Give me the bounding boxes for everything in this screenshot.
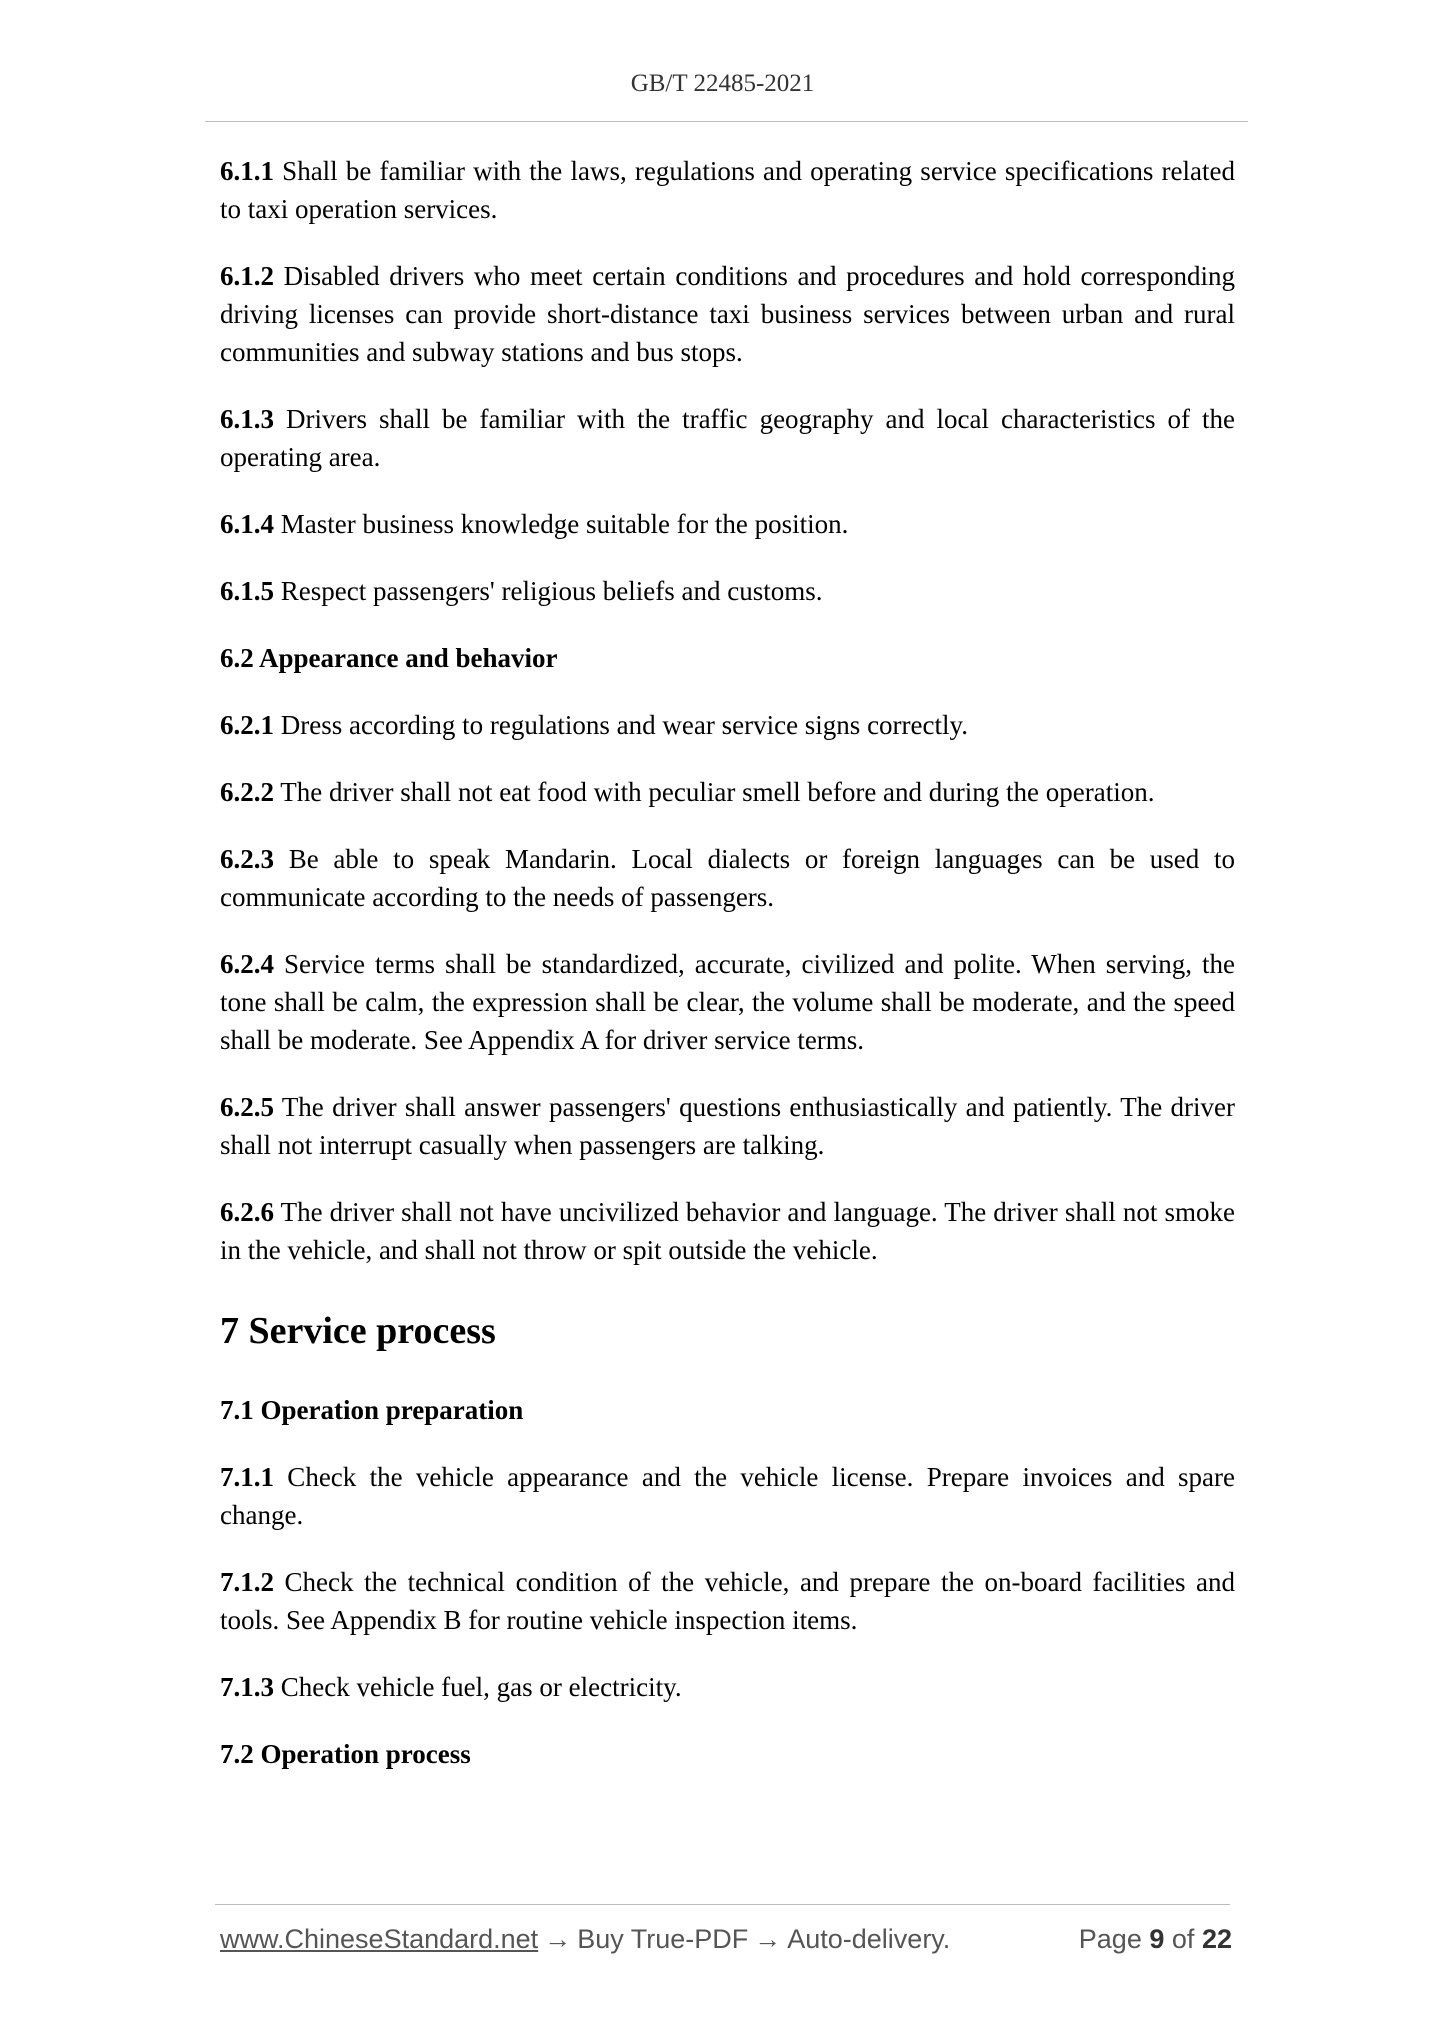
- clause-number: 6.1.2: [220, 261, 274, 291]
- website-link[interactable]: www.ChineseStandard.net: [220, 1924, 539, 1954]
- clause-7-1-3: [220, 1668, 1235, 1706]
- clause-text: Check vehicle fuel, gas or electricity.: [274, 1672, 682, 1702]
- clause-number: 6.2.1: [220, 710, 274, 740]
- clause-number: 6.1.1: [220, 156, 274, 186]
- buy-text: Buy True-PDF: [577, 1924, 749, 1954]
- page-label: Page: [1078, 1924, 1142, 1954]
- clause-6-1-2: [220, 257, 1235, 371]
- clause-number: 6.2.6: [220, 1197, 274, 1227]
- clause-6-1-5: [220, 572, 1235, 610]
- clause-6-2-4: [220, 945, 1235, 1059]
- document-code: GB/T 22485-2021: [630, 70, 815, 97]
- clause-text: Drivers shall be familiar with the traffic geography and local characteristics of the operating area.: [220, 404, 1235, 472]
- clause-text: Disabled drivers who meet certain conditions and procedures and hold corresponding driving licenses can provide short-distance taxi business services between urban and rural communities and subway stations and bus stops.: [220, 261, 1235, 367]
- page-of: of: [1171, 1924, 1195, 1954]
- clause-text: Dress according to regulations and wear service signs correctly.: [274, 710, 968, 740]
- clause-number: 6.2.3: [220, 844, 274, 874]
- clause-text: Be able to speak Mandarin. Local dialects or foreign languages can be used to communicate according to the needs of passengers.: [220, 844, 1235, 912]
- clause-number: 6.2.2: [220, 777, 274, 807]
- clause-6-1-3: [220, 400, 1235, 476]
- clause-text: Master business knowledge suitable for the position.: [274, 509, 849, 539]
- clause-text: Respect passengers' religious beliefs and customs.: [274, 576, 823, 606]
- clause-text: Check the technical condition of the vehicle, and prepare the on-board facilities and tools. See Appendix B for routine vehicle inspection items.: [220, 1567, 1235, 1635]
- clause-6-1-4: [220, 505, 1235, 543]
- heading-7-2: 7.2 Operation process: [220, 1739, 471, 1769]
- clause-number: 7.1.1: [220, 1462, 274, 1492]
- delivery-text: Auto-delivery.: [787, 1924, 951, 1954]
- clause-number: 6.1.4: [220, 509, 274, 539]
- clause-text: Check the vehicle appearance and the vehicle license. Prepare invoices and spare change.: [220, 1462, 1235, 1530]
- document-body: [220, 152, 1235, 1802]
- clause-6-1-1: [220, 152, 1235, 228]
- clause-6-2-6: [220, 1193, 1235, 1269]
- clause-6-2-3: [220, 840, 1235, 916]
- clause-6-2-2: [220, 773, 1235, 811]
- clause-text: The driver shall not eat food with peculiar smell before and during the operation.: [274, 777, 1155, 807]
- page-header: [0, 70, 1445, 98]
- section-title-7: 7 Service process: [220, 1310, 496, 1352]
- clause-7-1-1: [220, 1458, 1235, 1534]
- clause-7-1-2: [220, 1563, 1235, 1639]
- page-current: 9: [1149, 1924, 1165, 1954]
- clause-6-2-1: [220, 706, 1235, 744]
- clause-number: 6.2.5: [220, 1092, 274, 1122]
- clause-number: 6.1.5: [220, 576, 274, 606]
- clause-text: The driver shall answer passengers' questions enthusiastically and patiently. The driver shall not interrupt casually when passengers are talking.: [220, 1092, 1235, 1160]
- footer-divider: [215, 1904, 1230, 1905]
- page-footer: [220, 1924, 1232, 1955]
- clause-6-2-5: [220, 1088, 1235, 1164]
- heading-7-1: 7.1 Operation preparation: [220, 1395, 524, 1425]
- arrow-right-icon: →: [754, 1924, 782, 1954]
- clause-number: 6.2.4: [220, 949, 274, 979]
- clause-text: The driver shall not have uncivilized behavior and language. The driver shall not smoke in the vehicle, and shall not throw or spit outside the vehicle.: [220, 1197, 1235, 1265]
- clause-number: 7.1.3: [220, 1672, 274, 1702]
- clause-number: 7.1.2: [220, 1567, 274, 1597]
- header-divider: [205, 121, 1248, 122]
- heading-6-2: 6.2 Appearance and behavior: [220, 643, 558, 673]
- page-number: [1079, 1924, 1232, 1955]
- clause-text: Service terms shall be standardized, accurate, civilized and polite. When serving, the tone shall be calm, the expression shall be clear, the volume shall be moderate, and the speed shall be moderate. See Appendix A for driver service terms.: [220, 949, 1235, 1055]
- page-total: 22: [1201, 1924, 1232, 1954]
- arrow-right-icon: →: [544, 1924, 572, 1954]
- clause-text: Shall be familiar with the laws, regulations and operating service specifications related to taxi operation services.: [220, 156, 1235, 224]
- clause-number: 6.1.3: [220, 404, 274, 434]
